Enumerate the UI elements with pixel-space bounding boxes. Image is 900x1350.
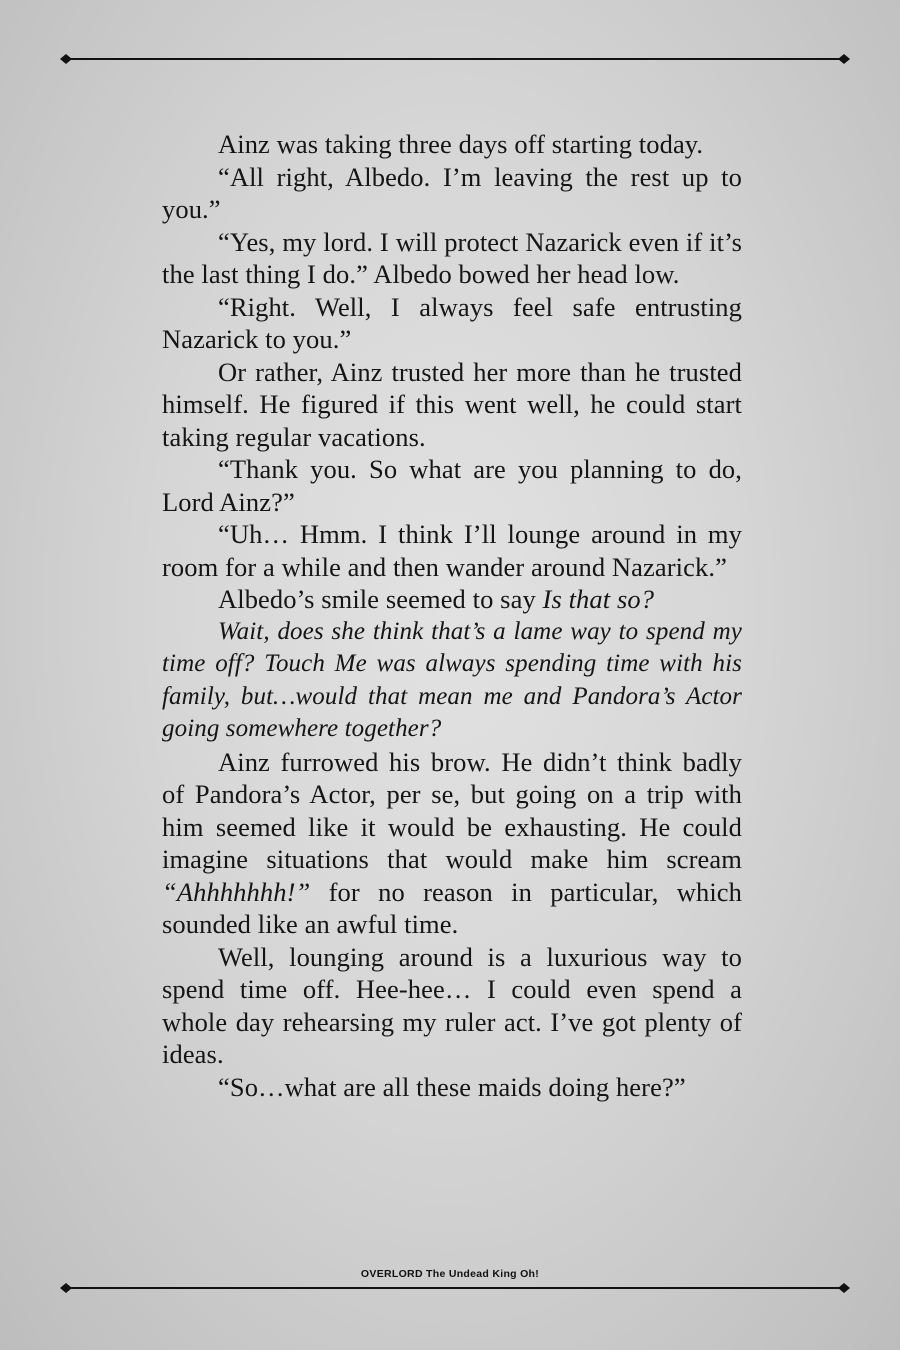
top-decorative-rule	[60, 53, 850, 65]
paragraph-text: Albedo’s smile seemed to say	[218, 584, 543, 614]
inner-thought-paragraph: Wait, does she think that’s a lame way to spend my time off? Touch Me was always spending time with his family, but…would that mean me and Pandora’s Actor going somewhere together?	[162, 617, 742, 742]
paragraph-text: Ainz furrowed his brow. He didn’t think badly of Pandora’s Actor, per se, but going on a trip with him seemed like it would be exhausting. He could imagine situations that would make him scream	[162, 746, 742, 874]
running-footer	[0, 1268, 900, 1280]
italic-phrase: Is that so?	[542, 584, 655, 614]
paragraph: “Yes, my lord. I will protect Nazarick even if it’s the last thing I do.” Albedo bowed her head low.	[162, 226, 742, 289]
paragraph: Or rather, Ainz trusted her more than he trusted himself. He figured if this went well, he could start taking regular vacations.	[162, 356, 742, 452]
paragraph	[162, 746, 742, 941]
paragraph	[162, 583, 742, 616]
footer-title: OVERLORD	[360, 1268, 423, 1280]
paragraph: “All right, Albedo. I’m leaving the rest up to you.”	[162, 161, 742, 224]
paragraph: “Right. Well, I always feel safe entrusting Nazarick to you.”	[162, 291, 742, 354]
paragraph: “Thank you. So what are you planning to do, Lord Ainz?”	[162, 454, 742, 517]
paragraph: Ainz was taking three days off starting today.	[218, 129, 704, 159]
footer-subtitle: The Undead King Oh!	[422, 1268, 540, 1280]
paragraph: “So…what are all these maids doing here?”	[218, 1071, 686, 1102]
paragraph: Well, lounging around is a luxurious way to spend time off. Hee-hee… I could even spend a whole day rehearsing my ruler act. I’ve got plenty of ideas.	[162, 941, 742, 1069]
paragraph-text: for no reason in particular, which sounded like an awful time.	[162, 876, 742, 939]
body-text	[162, 128, 742, 1103]
bottom-decorative-rule	[60, 1282, 850, 1294]
italic-scream: “Ahhhhhhh!”	[162, 876, 311, 907]
paragraph: “Uh… Hmm. I think I’ll lounge around in my room for a while and then wander around Nazarick.”	[162, 519, 742, 582]
